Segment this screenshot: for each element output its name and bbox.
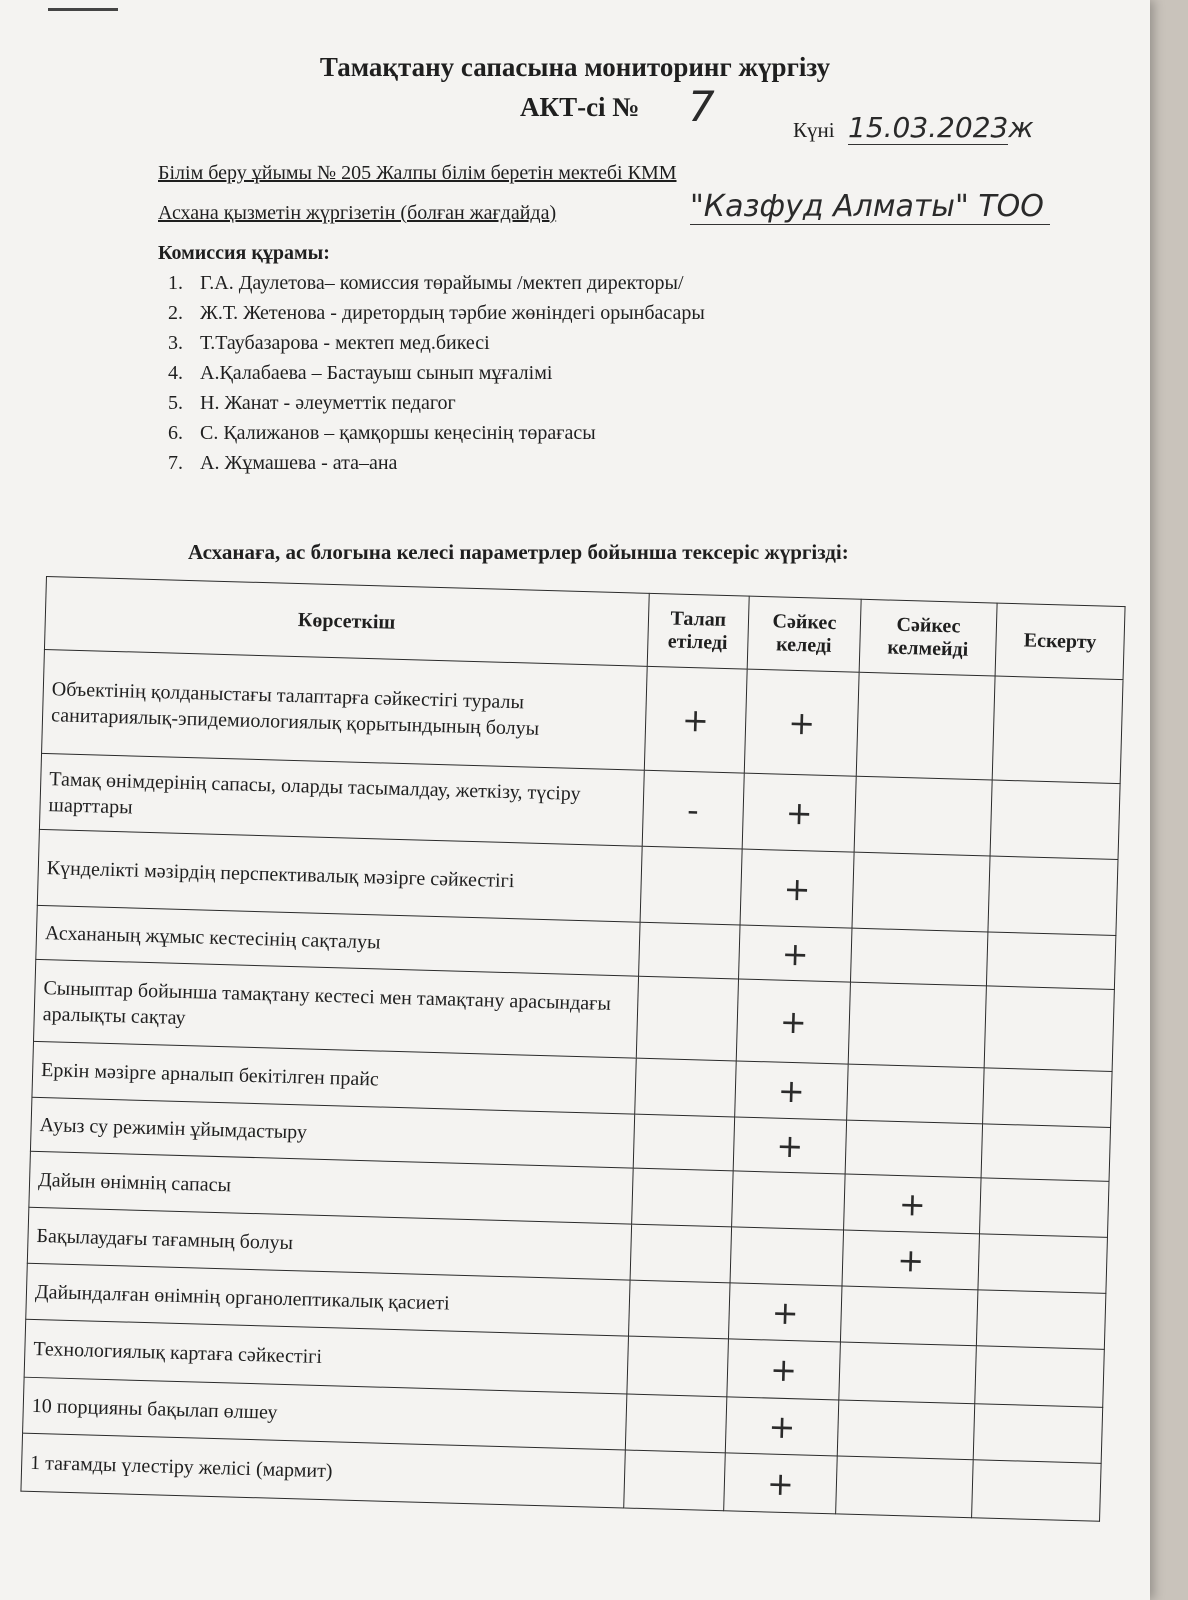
indicator-cell: 10 порцияны бақылап өлшеу xyxy=(23,1377,627,1450)
indicator-cell: Асхананың жұмыс кестесінің сақталуы xyxy=(36,905,640,976)
inspection-table xyxy=(20,576,1125,1522)
non-compliant-mark: + xyxy=(844,1174,981,1234)
commission-member xyxy=(168,358,705,388)
commission-member xyxy=(168,328,705,358)
required-mark xyxy=(631,1168,733,1227)
compliant-mark: + xyxy=(736,979,850,1064)
organization-line: Білім беру ұйымы № 205 Жалпы білім беретін мектебі КММ xyxy=(158,162,677,184)
member-number: 6. xyxy=(168,422,183,444)
note-cell xyxy=(986,932,1115,990)
note-cell xyxy=(983,1068,1113,1128)
indicator-cell: Сыныптар бойынша тамақтану кестесі мен тамақтану арасындағы аралықты сақтау xyxy=(34,959,639,1058)
date-label: Күні xyxy=(793,118,835,142)
compliant-mark: + xyxy=(742,773,856,852)
commission-list xyxy=(168,268,705,478)
non-compliant-mark xyxy=(845,1120,982,1178)
required-mark xyxy=(630,1224,732,1283)
member-text: А. Жұмашева - ата–ана xyxy=(200,452,398,474)
non-compliant-mark xyxy=(848,982,986,1068)
note-cell xyxy=(988,856,1118,936)
non-compliant-mark xyxy=(839,1342,977,1404)
note-cell xyxy=(973,1404,1103,1464)
required-mark xyxy=(636,976,739,1061)
column-header-compliant: Сәйкес келеді xyxy=(747,596,861,672)
compliant-mark: + xyxy=(728,1283,842,1342)
non-compliant-mark xyxy=(837,1400,974,1460)
required-mark xyxy=(640,846,742,925)
compliant-mark xyxy=(730,1227,844,1286)
required-mark xyxy=(625,1394,727,1453)
column-header-required: Талап етіледі xyxy=(647,593,749,669)
commission-member xyxy=(168,298,705,328)
commission-member xyxy=(168,268,705,298)
non-compliant-mark xyxy=(836,1456,974,1518)
act-number: 7 xyxy=(688,82,715,131)
date-value: 15.03.2023ж xyxy=(848,111,1034,144)
act-label: АКТ-сі № xyxy=(520,92,640,122)
compliant-mark: + xyxy=(740,849,854,928)
member-text: Ж.Т. Жетенова - диретордың тәрбие жөніндегі орынбасары xyxy=(200,302,705,324)
compliant-mark: + xyxy=(733,1117,847,1174)
member-number: 7. xyxy=(168,452,183,474)
required-mark xyxy=(634,1058,736,1117)
note-cell xyxy=(981,1124,1110,1182)
indicator-cell: 1 тағамды үлестіру желісі (мармит) xyxy=(21,1433,625,1508)
member-text: А.Қалабаева – Бастауыш сынып мұғалімі xyxy=(200,362,553,384)
note-cell xyxy=(978,1234,1108,1294)
required-mark xyxy=(628,1280,730,1339)
commission-member xyxy=(168,388,705,418)
member-number: 4. xyxy=(168,362,183,384)
member-text: Г.А. Даулетова– комиссия төрайымы /мектеп директоры/ xyxy=(200,272,684,294)
non-compliant-mark: + xyxy=(842,1230,979,1290)
indicator-cell: Объектінің қолданыстағы талаптарға сәйкестігі туралы санитариялық-эпидемиологиялық қорытындының болуы xyxy=(42,649,647,770)
required-mark xyxy=(633,1114,735,1171)
commission-member xyxy=(168,418,705,448)
member-text: С. Қалижанов – қамқоршы кеңесінің төрағасы xyxy=(200,422,596,444)
indicator-cell: Дайындалған өнімнің органолептикалық қасиеті xyxy=(26,1263,630,1336)
member-number: 2. xyxy=(168,302,183,324)
member-text: Т.Таубазарова - мектеп мед.бикесі xyxy=(200,332,490,354)
required-mark: - xyxy=(642,770,744,849)
non-compliant-mark xyxy=(851,928,988,986)
note-cell xyxy=(984,986,1114,1072)
indicator-cell: Күнделікті мәзірдің перспективалық мәзірге сәйкестігі xyxy=(37,829,641,922)
non-compliant-mark xyxy=(840,1286,977,1346)
indicator-cell: Дайын өнімнің сапасы xyxy=(29,1151,633,1224)
member-text: Н. Жанат - әлеуметтік педагог xyxy=(200,392,456,414)
document-title: Тамақтану сапасына мониторинг жүргізу xyxy=(319,52,831,82)
member-number: 5. xyxy=(168,392,183,414)
commission-member xyxy=(168,448,705,478)
indicator-cell: Технологиялық картаға сәйкестігі xyxy=(24,1319,628,1394)
column-header-note: Ескерту xyxy=(995,603,1125,680)
compliant-mark xyxy=(732,1171,846,1230)
required-mark xyxy=(626,1336,728,1397)
operator-label: Асхана қызметін жүргізетін (болған жағдайда) xyxy=(158,202,557,224)
column-header-indicator: Көрсеткіш xyxy=(44,577,648,667)
indicator-cell: Еркін мәзірге арналып бекітілген прайс xyxy=(32,1041,636,1114)
note-cell xyxy=(979,1178,1109,1238)
note-cell xyxy=(990,780,1120,860)
indicator-cell: Бақылаудағы тағамның болуы xyxy=(27,1207,631,1280)
non-compliant-mark xyxy=(852,852,990,932)
compliant-mark: + xyxy=(738,925,852,982)
note-cell xyxy=(992,676,1123,784)
non-compliant-mark xyxy=(856,672,995,780)
required-mark: + xyxy=(644,666,747,773)
compliant-mark: + xyxy=(744,669,859,776)
indicator-cell: Ауыз су режимін ұйымдастыру xyxy=(30,1097,634,1168)
member-number: 3. xyxy=(168,332,183,354)
note-cell xyxy=(972,1460,1102,1522)
inspection-title: Асханаға, ас блогына келесі параметрлер бойынша тексеріс жүргізді: xyxy=(188,540,849,564)
operator-value: "Казфуд Алматы" ТОО xyxy=(690,189,1050,225)
compliant-mark: + xyxy=(724,1453,838,1514)
column-header-non-compliant: Сәйкес келмейді xyxy=(859,599,997,676)
required-mark xyxy=(638,922,740,979)
commission-title: Комиссия құрамы: xyxy=(158,242,330,264)
required-mark xyxy=(623,1450,725,1511)
member-number: 1. xyxy=(168,272,183,294)
note-cell xyxy=(976,1290,1106,1350)
compliant-mark: + xyxy=(727,1339,841,1400)
compliant-mark: + xyxy=(735,1061,849,1120)
top-line xyxy=(48,8,118,11)
compliant-mark: + xyxy=(725,1397,839,1456)
indicator-cell: Тамақ өнімдерінің сапасы, оларды тасымалдау, жеткізу, түсіру шарттары xyxy=(39,753,643,846)
note-cell xyxy=(975,1346,1105,1408)
non-compliant-mark xyxy=(847,1064,984,1124)
non-compliant-mark xyxy=(854,776,992,856)
